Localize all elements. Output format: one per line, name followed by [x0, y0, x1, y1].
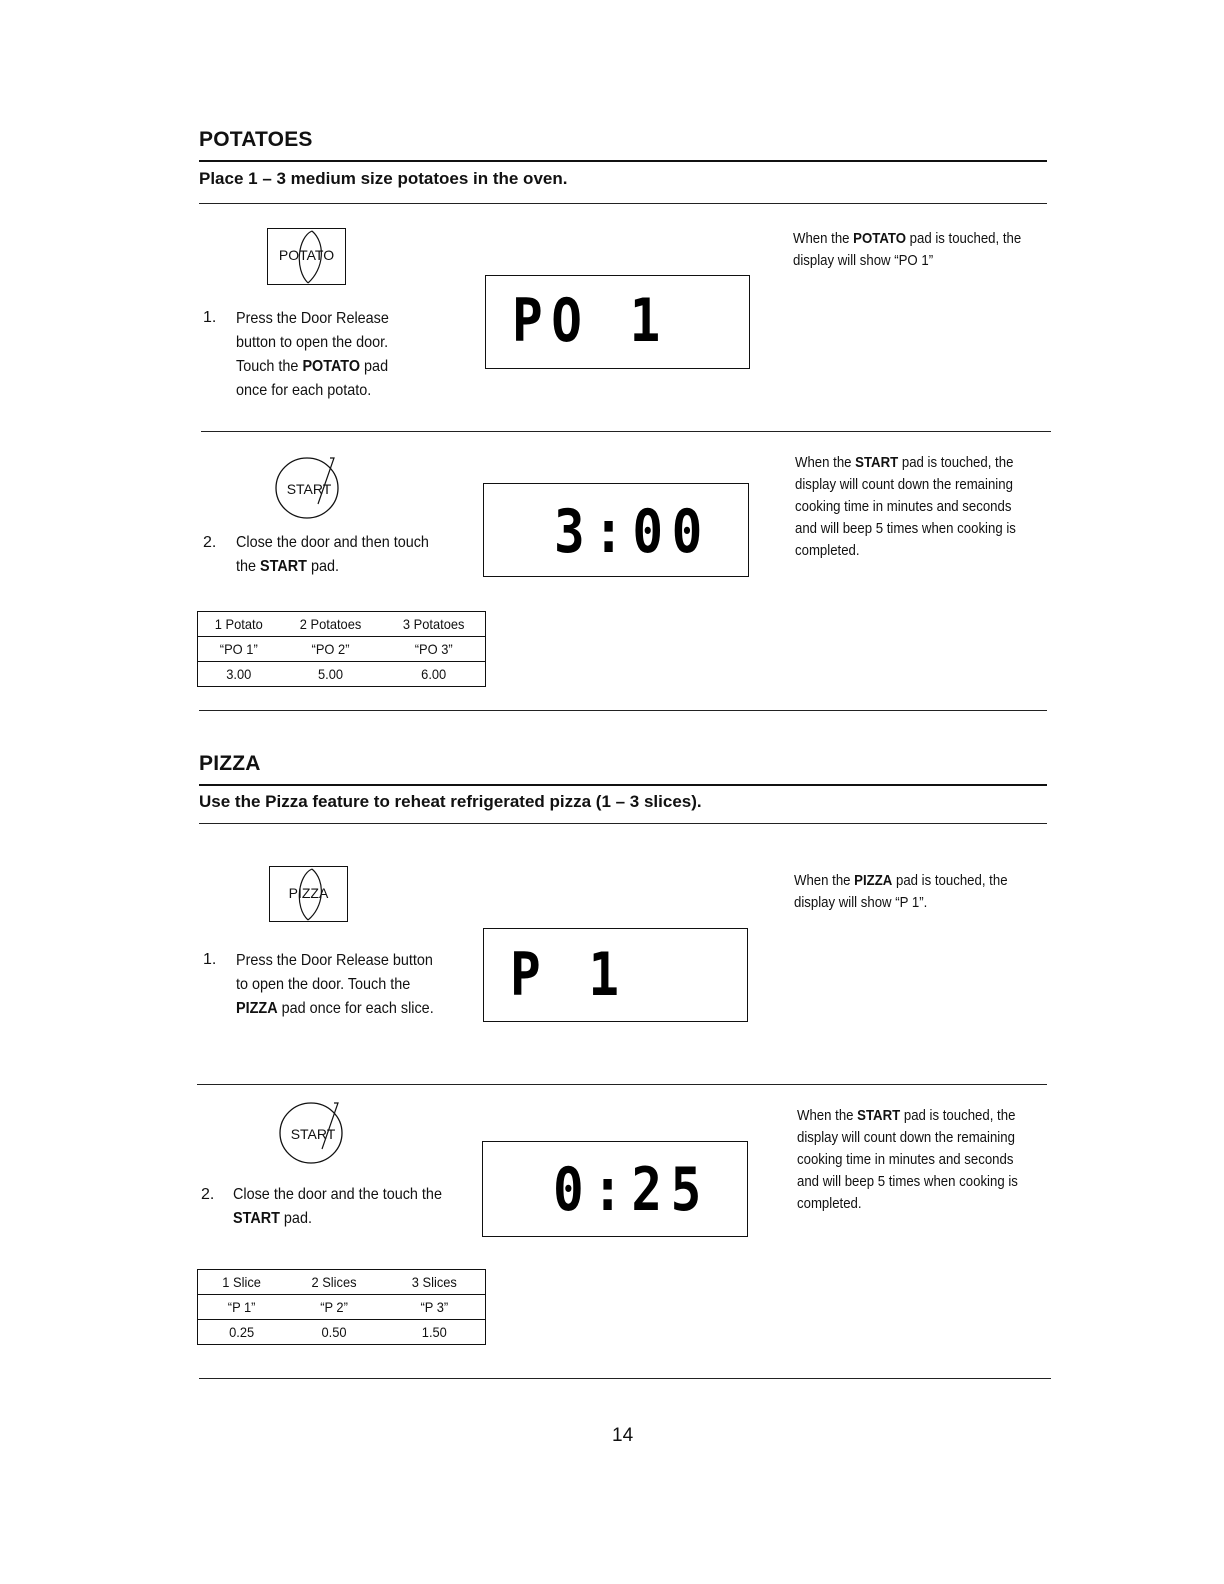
- potatoes-heading: POTATOES: [199, 128, 313, 151]
- table-cell: 6.00: [420, 666, 446, 682]
- table-cell: 3.00: [225, 666, 251, 682]
- step-number: 1.: [203, 309, 217, 326]
- step-number: 2.: [203, 534, 217, 551]
- table-cell: 1 Potato: [201, 612, 276, 637]
- pizza-pad-icon: [269, 866, 348, 922]
- pizza-display-2: [482, 1141, 748, 1237]
- table-cell: “PO 2”: [283, 637, 378, 662]
- table-cell: “PO 1”: [201, 637, 276, 662]
- table-cell: 0.25: [228, 1324, 254, 1340]
- display-readout: 3:00: [554, 497, 711, 567]
- divider: [197, 1084, 1047, 1085]
- table-cell: 3 Potatoes: [386, 612, 482, 637]
- display-readout: P 1: [510, 940, 628, 1010]
- table-cell: “P 2”: [288, 1295, 380, 1320]
- potatoes-subheading: Place 1 – 3 medium size potatoes in the oven.: [199, 169, 568, 188]
- potato-note-1: When the POTATO pad is touched, the display will show “PO 1”: [793, 230, 1022, 269]
- divider: [199, 823, 1047, 824]
- pizza-step1-text: Press the Door Release button to open the door. Touch the PIZZA pad once for each slice.: [236, 952, 434, 1017]
- table-cell: 1 Slice: [201, 1270, 281, 1295]
- divider: [199, 710, 1047, 711]
- pizza-note-1: When the PIZZA pad is touched, the display will show “P 1”.: [794, 872, 1008, 911]
- table-cell: 0.50: [321, 1324, 347, 1340]
- potato-step1-text: Press the Door Release button to open the door. Touch the POTATO pad once for each potato.: [236, 310, 389, 399]
- page-number: 14: [612, 1425, 634, 1446]
- table-cell: 1.50: [422, 1324, 448, 1340]
- potato-pad-label: POTATO: [278, 247, 335, 263]
- pizza-table: [197, 1269, 486, 1345]
- start-pad-label: START: [286, 481, 332, 497]
- divider: [199, 160, 1047, 162]
- pizza-pad-label: PIZZA: [288, 885, 329, 901]
- table-cell: “P 3”: [388, 1295, 481, 1320]
- pizza-display-1: [483, 928, 748, 1022]
- divider: [199, 1378, 1051, 1379]
- potato-pad-icon: [267, 228, 346, 285]
- potato-display-1: [485, 275, 750, 369]
- table-cell: “P 1”: [201, 1295, 281, 1320]
- table-cell: 2 Potatoes: [283, 612, 378, 637]
- pizza-subheading: Use the Pizza feature to reheat refrigerated pizza (1 – 3 slices).: [199, 792, 702, 811]
- potato-table: [197, 611, 486, 687]
- step-number: 2.: [201, 1186, 215, 1203]
- table-cell: 5.00: [317, 666, 343, 682]
- step-number: 1.: [203, 951, 217, 968]
- potato-note-2: When the START pad is touched, the display will count down the remaining cooking time in minutes and seconds and will beep 5 times when cooking is completed.: [795, 454, 1016, 559]
- pizza-heading: PIZZA: [199, 752, 261, 775]
- pizza-step2-text: Close the door and the touch the START pad.: [233, 1186, 442, 1227]
- potato-display-2: [483, 483, 749, 577]
- table-cell: 2 Slices: [288, 1270, 380, 1295]
- display-readout: PO 1: [512, 286, 669, 356]
- pizza-note-2: When the START pad is touched, the display will count down the remaining cooking time in minutes and seconds and will beep 5 times when cooking is completed.: [797, 1107, 1018, 1212]
- divider: [199, 784, 1047, 786]
- table-cell: 3 Slices: [388, 1270, 481, 1295]
- divider: [199, 203, 1047, 204]
- divider: [201, 431, 1051, 432]
- table-cell: “PO 3”: [386, 637, 482, 662]
- potato-step2-text: Close the door and then touch the START pad.: [236, 534, 429, 575]
- start-pad-label: START: [290, 1126, 336, 1142]
- display-readout: 0:25: [553, 1155, 710, 1225]
